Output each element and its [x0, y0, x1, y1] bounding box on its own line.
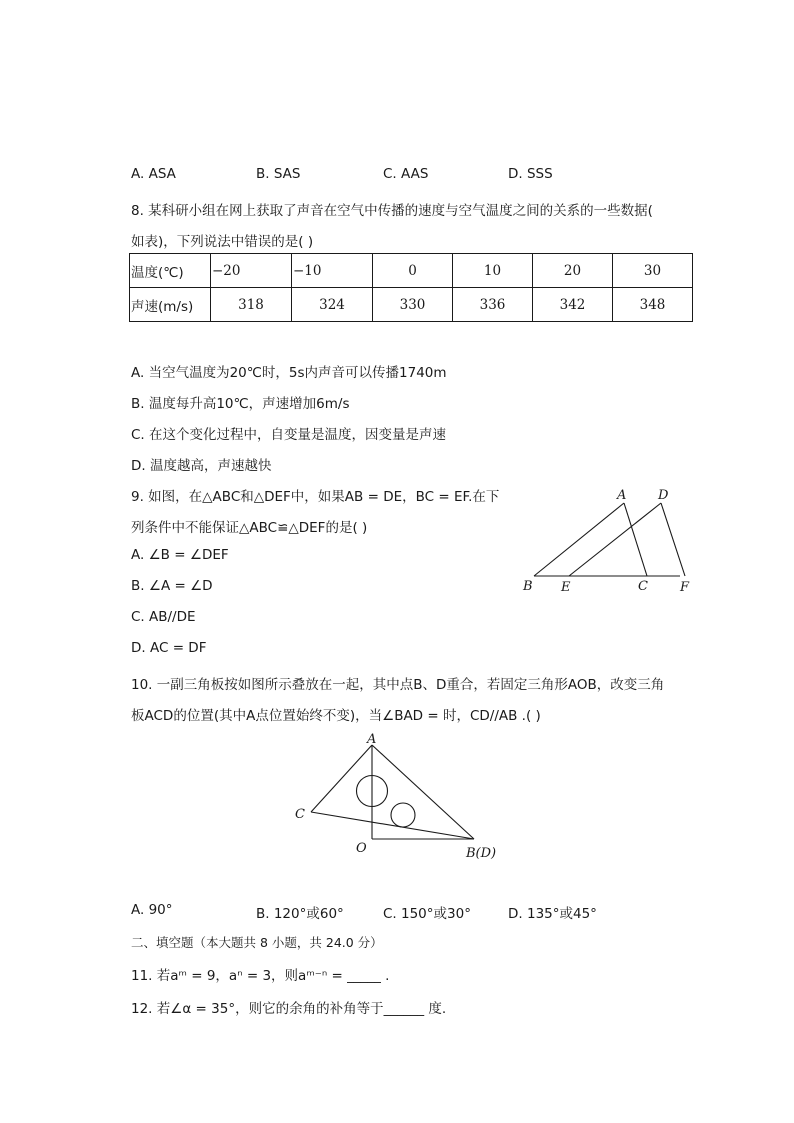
table-cell: −20: [211, 254, 292, 288]
point-bd-label: B(D): [466, 846, 497, 861]
q8-stem-line1: 8. 某科研小组在网上获取了声音在空气中传播的速度与空气温度之间的关系的一些数据(: [131, 203, 653, 219]
table-row: [130, 288, 693, 322]
table-cell: 0: [373, 254, 453, 288]
line-ab: [534, 503, 624, 576]
q8-option-a: A. 当空气温度为20℃时，5s内声音可以传播1740m: [131, 365, 447, 381]
table-cell: 342: [533, 288, 613, 322]
table-cell: 10: [453, 254, 533, 288]
set-square-hole-small: [391, 803, 415, 827]
table-header-temperature: 温度(℃): [130, 254, 211, 288]
table-cell: 20: [533, 254, 613, 288]
q9-option-b: B. ∠A = ∠D: [131, 578, 213, 594]
q10-option-c: C. 150°或30°: [383, 906, 471, 922]
q12-stem: 12. 若∠α = 35°，则它的余角的补角等于______ 度.: [131, 1001, 447, 1017]
q10-set-square-figure: [290, 728, 510, 866]
q9-stem-line2: 列条件中不能保证△ABC≌△DEF的是( ): [131, 520, 368, 536]
point-a-label: A: [367, 732, 377, 747]
point-c-label: C: [295, 807, 305, 822]
q10-option-b: B. 120°或60°: [256, 906, 344, 922]
q10-option-a: A. 90°: [131, 902, 173, 918]
q10-stem-line2: 板ACD的位置(其中A点位置始终不变)，当∠BAD = 时，CD//AB .( ): [131, 708, 541, 724]
q9-option-c: C. AB//DE: [131, 609, 196, 625]
q11-stem: 11. 若aᵐ = 9，aⁿ = 3，则aᵐ⁻ⁿ = _____ .: [131, 968, 390, 984]
table-cell: 336: [453, 288, 533, 322]
table-header-speed: 声速(m/s): [130, 288, 211, 322]
point-d-label: D: [658, 488, 669, 503]
q7-option-a: A. ASA: [131, 166, 176, 182]
table-cell: 330: [373, 288, 453, 322]
line-ac: [624, 503, 647, 576]
q9-option-d: D. AC = DF: [131, 640, 207, 656]
table-cell: −10: [292, 254, 373, 288]
speed-temperature-table: [129, 253, 693, 322]
section-heading-fill-in: 二、填空题（本大题共 8 小题，共 24.0 分）: [131, 935, 383, 950]
line-de: [569, 503, 661, 576]
point-o-label: O: [356, 841, 367, 856]
point-b-label: B: [523, 579, 533, 594]
q9-stem-line1: 9. 如图，在△ABC和△DEF中，如果AB = DE，BC = EF.在下: [131, 489, 500, 505]
q9-triangle-figure: [510, 482, 710, 600]
q8-option-b: B. 温度每升高10℃，声速增加6m/s: [131, 396, 350, 412]
point-e-label: E: [561, 580, 571, 595]
table-row: [130, 254, 693, 288]
q9-option-a: A. ∠B = ∠DEF: [131, 547, 229, 563]
point-c-label: C: [638, 579, 648, 594]
point-f-label: F: [680, 580, 690, 595]
q10-option-d: D. 135°或45°: [508, 906, 597, 922]
q8-stem-line2: 如表)，下列说法中错误的是( ): [131, 234, 314, 250]
q8-option-d: D. 温度越高，声速越快: [131, 458, 272, 474]
q7-option-d: D. SSS: [508, 166, 553, 182]
q7-option-c: C. AAS: [383, 166, 429, 182]
q7-option-b: B. SAS: [256, 166, 301, 182]
point-a-label: A: [617, 488, 627, 503]
table-cell: 30: [613, 254, 693, 288]
line-df: [661, 503, 685, 576]
table-cell: 324: [292, 288, 373, 322]
table-cell: 318: [211, 288, 292, 322]
q10-stem-line1: 10. 一副三角板按如图所示叠放在一起，其中点B、D重合，若固定三角形AOB，改变三角: [131, 677, 665, 693]
table-cell: 348: [613, 288, 693, 322]
q8-option-c: C. 在这个变化过程中，自变量是温度，因变量是声速: [131, 427, 447, 443]
